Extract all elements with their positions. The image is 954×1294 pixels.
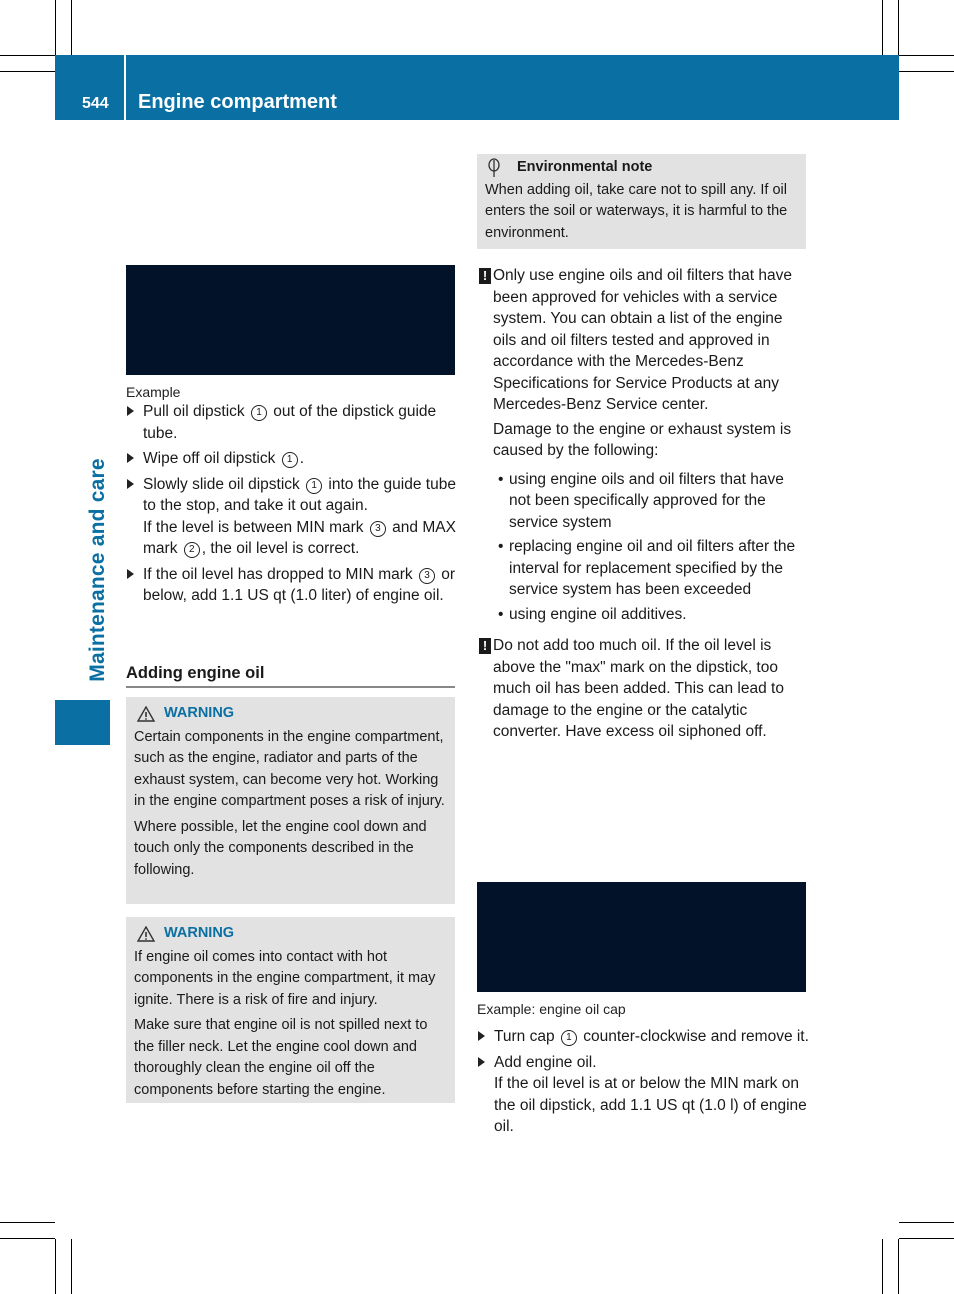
callout-number: 1 [282, 452, 298, 468]
header-divider [124, 55, 126, 120]
crop-mark [0, 1222, 55, 1223]
crop-mark [882, 1239, 883, 1294]
dipstick-steps [126, 401, 458, 611]
bullet-icon: • [498, 605, 504, 623]
warning-triangle-icon [137, 706, 155, 722]
damage-intro: Damage to the engine or exhaust system is caused by the following: [493, 420, 792, 459]
warning-box [126, 697, 455, 904]
warning-triangle-icon [137, 926, 155, 942]
warning-header [134, 923, 447, 945]
env-note-text: When adding oil, take care not to spill any. If oil enters the soil or waterways, it is harmful to the environment. [485, 181, 788, 241]
warning-label: WARNING [164, 925, 235, 941]
level-note: If the level is between MIN mark 3 and MAX mark 2 , the oil level is correct. [143, 518, 456, 557]
step-item: Pull oil dipstick 1 out of the dipstick guide tube. [126, 401, 458, 444]
section-title: Engine compartment [138, 91, 337, 113]
warning-label: WARNING [164, 705, 235, 721]
step-item: If the oil level has dropped to MIN mark 3 or below, add 1.1 US qt (1.0 liter) of engine oil. [126, 564, 458, 607]
crop-mark [0, 55, 55, 56]
dipstick-image [126, 265, 455, 375]
crop-mark [899, 1238, 954, 1239]
crop-mark [899, 55, 954, 56]
page-number: 544 [82, 95, 109, 112]
callout-number: 1 [251, 405, 267, 421]
leaf-icon [485, 158, 503, 178]
notice-text: Only use engine oils and oil filters that have been approved for vehicles with a service system. You can obtain a list of the engine oils and oil filters tested and approved in accordance with the Mercedes-Benz Specifications for Service Products at any Mercedes-Benz Service center. [493, 267, 792, 413]
step-arrow-icon [127, 406, 134, 416]
exclamation-icon: ! [479, 268, 491, 284]
warning-header [134, 703, 447, 725]
callout-number: 1 [561, 1030, 577, 1046]
list-item: • replacing engine oil and oil filters after the interval for replacement specified by the service system has been exceeded [498, 538, 796, 598]
step-item: Turn cap 1 counter-clockwise and remove it. [477, 1026, 809, 1048]
crop-mark [55, 1239, 56, 1294]
image-caption: Example: engine oil cap [477, 1001, 626, 1017]
crop-mark [898, 0, 899, 55]
crop-mark [899, 71, 954, 72]
section-heading: Adding engine oil [126, 664, 455, 688]
crop-mark [899, 1222, 954, 1223]
crop-mark [898, 1239, 899, 1294]
step-arrow-icon [478, 1031, 485, 1041]
right-text-column [477, 265, 809, 743]
step-item: Add engine oil. If the oil level is at or below the MIN mark on the oil dipstick, add 1.1 US qt (1.0 l) of engine oil. [477, 1052, 809, 1138]
notice-block [477, 635, 809, 743]
crop-mark [0, 71, 55, 72]
environmental-note-box [477, 154, 806, 249]
side-tab-label: Maintenance and care [86, 458, 109, 682]
oil-cap-steps [477, 1026, 809, 1142]
warning-text: Certain components in the engine compartment, such as the engine, radiator and parts of the exhaust system, can become very hot. Working in the engine compartment poses a risk of injury. [134, 728, 445, 809]
step-note: If the oil level is at or below the MIN mark on the oil dipstick, add 1.1 US qt (1.0 l) of engine oil. [494, 1075, 807, 1135]
list-item: • using engine oils and oil filters that have not been specifically approved for the service system [498, 470, 784, 531]
bullet-icon: • [498, 538, 504, 555]
step-arrow-icon [478, 1057, 485, 1067]
list-item: • using engine oil additives. [477, 604, 809, 626]
step-arrow-icon [127, 453, 134, 463]
step-item: Wipe off oil dipstick 1 . [126, 448, 458, 470]
crop-mark [882, 0, 883, 55]
callout-number: 3 [370, 521, 386, 537]
step-arrow-icon [127, 569, 134, 579]
crop-mark [71, 0, 72, 55]
oil-cap-image [477, 882, 806, 992]
warning-text: Where possible, let the engine cool down and touch only the components described in the following. [134, 818, 427, 878]
bullet-icon: • [498, 470, 504, 488]
warning-text: Make sure that engine oil is not spilled next to the filler neck. Let the engine cool down and thoroughly clean the engine oil off the components before starting the engine. [134, 1017, 428, 1098]
crop-mark [0, 1238, 55, 1239]
notice-text: Do not add too much oil. If the oil level is above the "max" mark on the dipstick, too much oil has been added. This can lead to damage to the engine or the catalytic converter. Have excess oil siphoned off. [493, 637, 784, 740]
image-caption: Example [126, 384, 181, 400]
side-tab-marker [55, 700, 110, 745]
callout-number: 3 [419, 568, 435, 584]
exclamation-icon: ! [479, 638, 491, 654]
step-arrow-icon [127, 479, 134, 489]
callout-number: 2 [184, 542, 200, 558]
callout-number: 1 [306, 478, 322, 494]
crop-mark [55, 0, 56, 55]
env-note-header [485, 157, 798, 179]
warning-text: If engine oil comes into contact with hot components in the engine compartment, it may ignite. There is a risk of fire and injury. [134, 948, 436, 1008]
crop-mark [71, 1239, 72, 1294]
notice-block [477, 265, 809, 416]
env-note-title: Environmental note [517, 159, 653, 175]
warning-box [126, 917, 455, 1103]
step-item: Slowly slide oil dipstick 1 into the guide tube to the stop, and take it out again. If the level is between MIN mark 3 and MAX mark 2 , the oil level is correct. [126, 474, 458, 560]
